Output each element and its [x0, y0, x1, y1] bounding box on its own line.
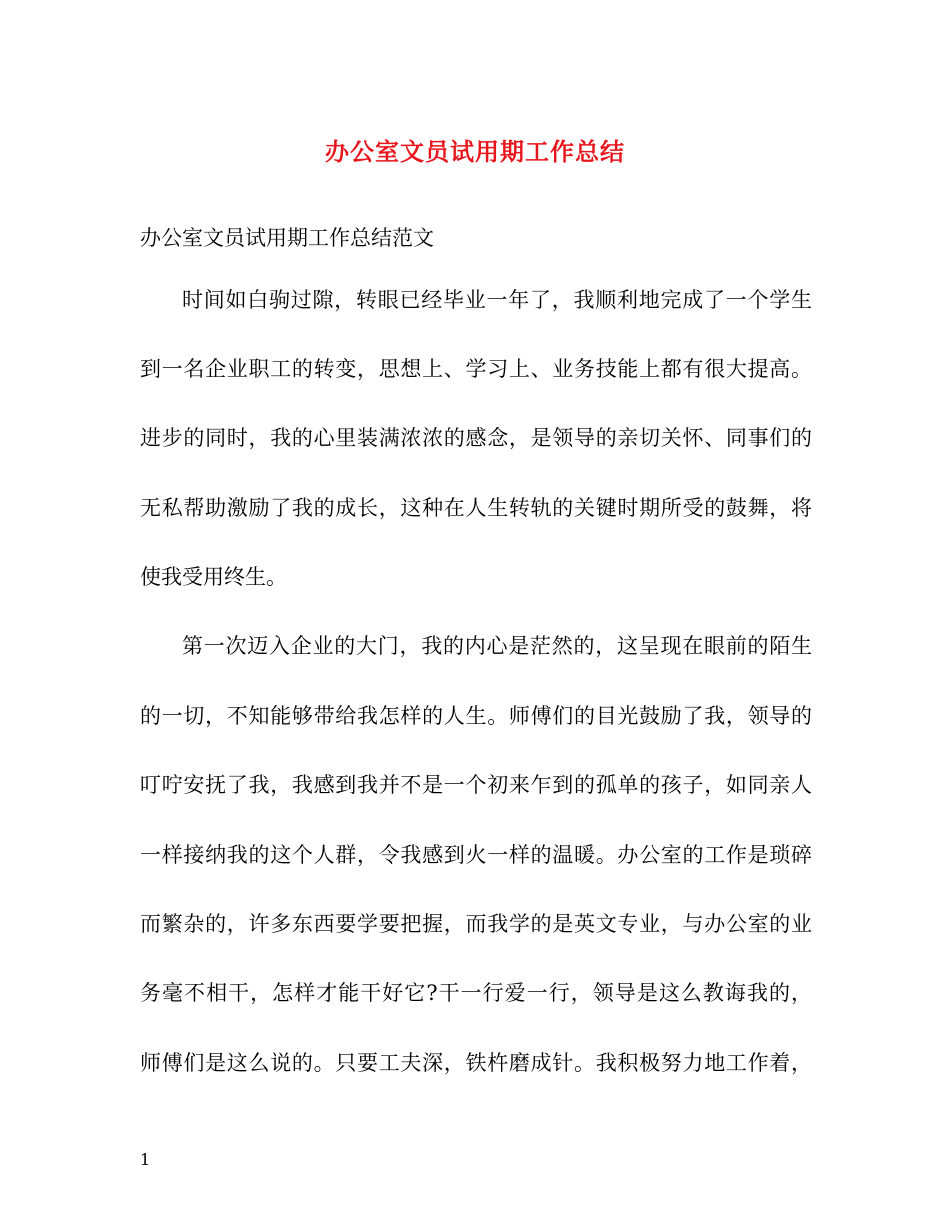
page-number: 1 [140, 1150, 151, 1169]
body-line-1: 时间如白驹过隙，转眼已经毕业一年了，我顺利地完成了一个学生 [182, 288, 812, 312]
body-line-2: 到一名企业职工的转变，思想上、学习上、业务技能上都有很大提高。 [140, 357, 812, 381]
body-line-11: 务毫不相干，怎样才能干好它?干一行爱一行，领导是这么教诲我的， [140, 981, 812, 1005]
body-line-6: 第一次迈入企业的大门，我的内心是茫然的，这呈现在眼前的陌生 [182, 634, 812, 658]
body-line-3: 进步的同时，我的心里装满浓浓的感念，是领导的亲切关怀、同事们的 [140, 426, 812, 450]
document-subtitle: 办公室文员试用期工作总结范文 [140, 226, 434, 250]
body-line-8: 叮咛安抚了我，我感到我并不是一个初来乍到的孤单的孩子，如同亲人 [140, 773, 812, 797]
body-line-10: 而繁杂的，许多东西要学要把握，而我学的是英文专业，与办公室的业 [140, 912, 812, 936]
body-line-4: 无私帮助激励了我的成长，这种在人生转轨的关键时期所受的鼓舞，将 [140, 496, 812, 520]
body-line-12: 师傅们是这么说的。只要工夫深，铁杵磨成针。我积极努力地工作着， [140, 1051, 812, 1075]
body-line-5: 使我受用终生。 [140, 565, 287, 589]
document-title: 办公室文员试用期工作总结 [325, 137, 625, 166]
body-line-7: 的一切，不知能够带给我怎样的人生。师傅们的目光鼓励了我，领导的 [140, 704, 812, 728]
body-line-9: 一样接纳我的这个人群，令我感到火一样的温暖。办公室的工作是琐碎 [140, 843, 812, 867]
